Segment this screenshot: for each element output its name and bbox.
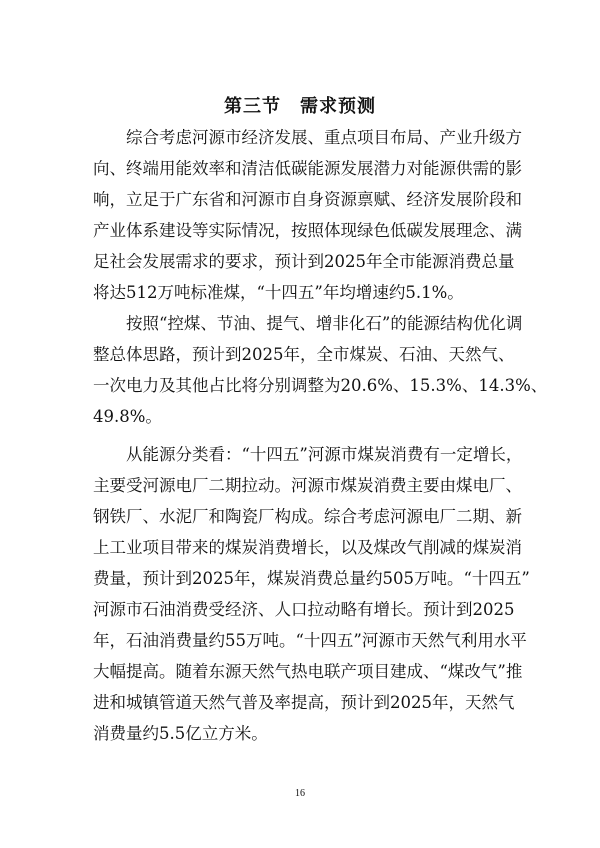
paragraph-line: 消费量约5.5亿立方米。	[93, 724, 268, 743]
paragraph-line: 河源市石油消费受经济、人口拉动略有增长。预计到2025	[93, 600, 515, 619]
paragraph-line: 49.8%。	[93, 407, 162, 426]
paragraph-line: 响，立足于广东省和河源市自身资源禀赋、经济发展阶段和	[93, 190, 522, 209]
paragraph-line: 上工业项目带来的煤炭消费增长，以及煤改气削减的煤炭消	[93, 538, 522, 557]
paragraph-line: 整总体思路，预计到2025年，全市煤炭、石油、天然气、	[93, 345, 515, 364]
page-number: 16	[295, 788, 305, 799]
paragraph-line: 足社会发展需求的要求，预计到2025年全市能源消费总量	[93, 252, 515, 271]
paragraph-line: 综合考虑河源市经济发展、重点项目布局、产业升级方	[93, 128, 522, 147]
paragraph-gap	[93, 432, 508, 439]
paragraph-line: 钢铁厂、水泥厂和陶瓷厂构成。综合考虑河源电厂二期、新	[93, 507, 522, 526]
paragraph-line: 一次电力及其他占比将分别调整为20.6%、15.3%、14.3%、	[93, 376, 548, 395]
paragraph-line: 按照“控煤、节油、提气、增非化石”的能源结构优化调	[93, 314, 523, 333]
paragraph-line: 向、终端用能效率和清洁低碳能源发展潜力对能源供需的影	[93, 159, 522, 178]
paragraph-3	[93, 439, 530, 749]
paragraph-line: 产业体系建设等实际情况，按照体现绿色低碳发展理念、满	[93, 221, 522, 240]
paragraph-2	[93, 308, 548, 432]
paragraph-line: 费量，预计到2025年，煤炭消费总量约505万吨。“十四五”	[93, 569, 530, 588]
body-text	[93, 122, 548, 749]
paragraph-line: 主要受河源电厂二期拉动。河源市煤炭消费主要由煤电厂、	[93, 476, 522, 495]
paragraph-line: 年，石油消费量约55万吨。“十四五”河源市天然气利用水平	[93, 631, 527, 650]
paragraph-1	[93, 122, 522, 308]
paragraph-line: 将达512万吨标准煤，“十四五”年均增速约5.1%。	[93, 283, 464, 302]
paragraph-line: 从能源分类看：“十四五”河源市煤炭消费有一定增长，	[93, 445, 523, 464]
section-heading: 第三节 需求预测	[224, 96, 376, 117]
paragraph-line: 进和城镇管道天然气普及率提高，预计到2025年，天然气	[93, 693, 515, 712]
paragraph-line: 大幅提高。随着东源天然气热电联产项目建成、“煤改气”推	[93, 662, 523, 681]
